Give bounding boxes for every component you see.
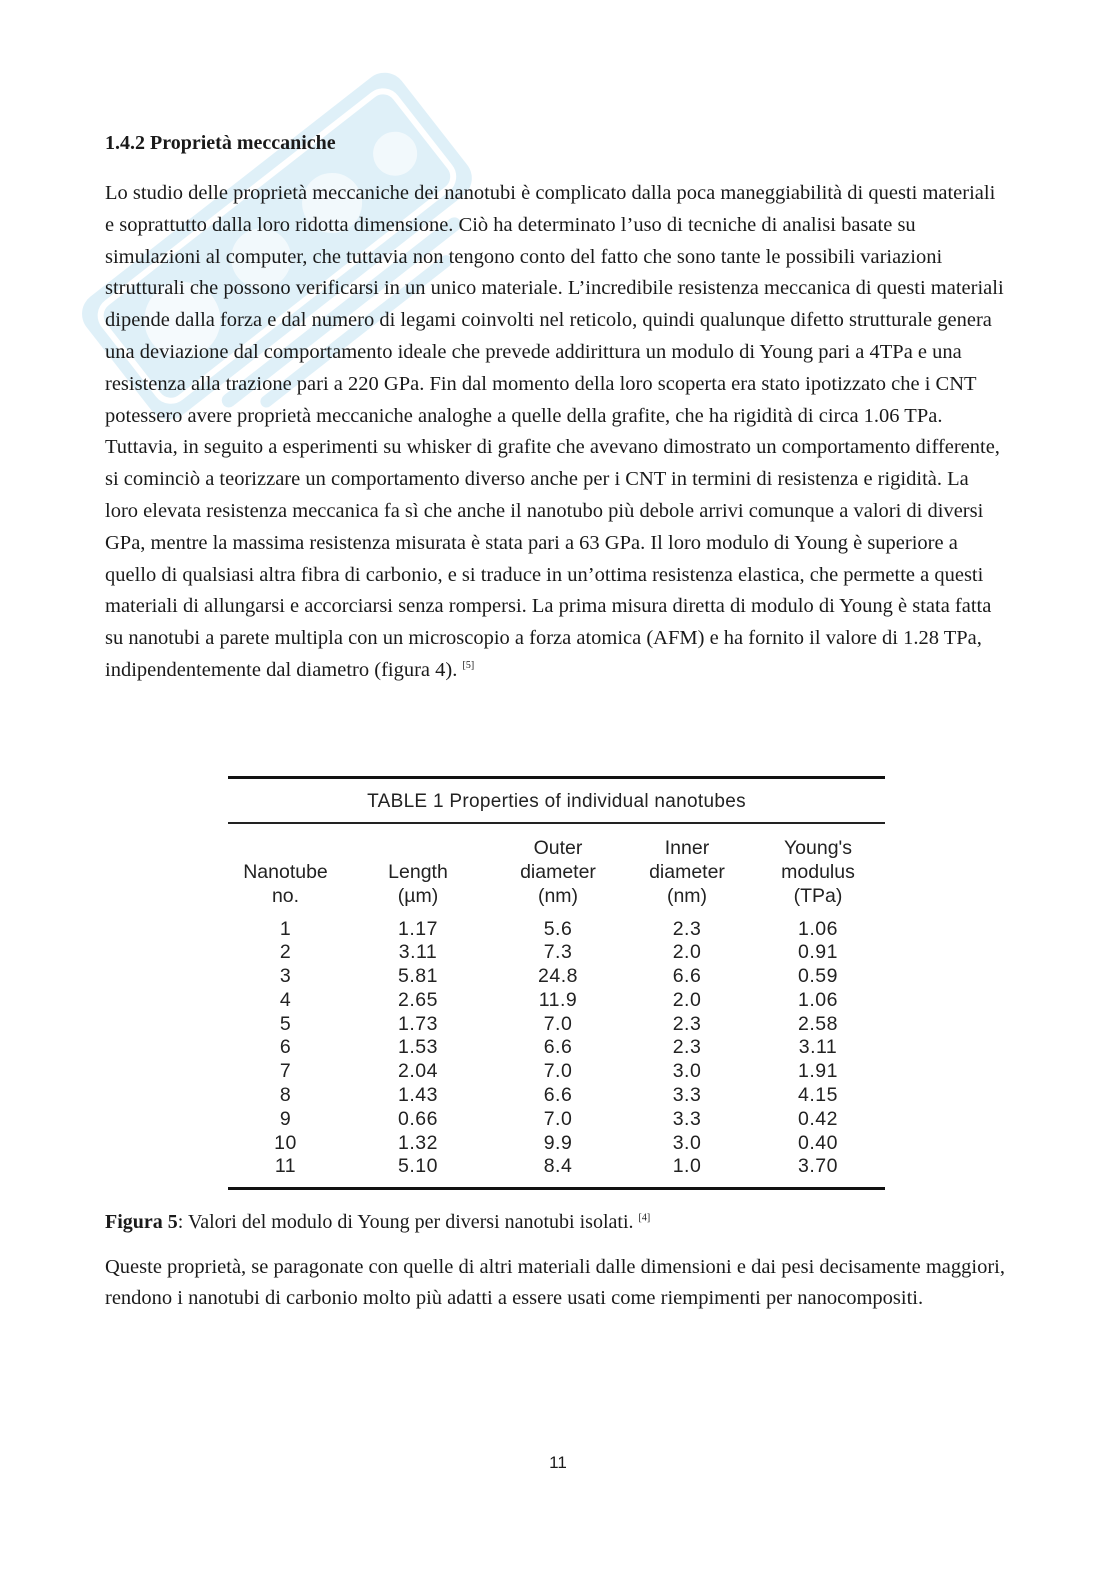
table-row: 4 2.65 11.9 2.0 1.06 bbox=[279, 988, 838, 1011]
page-number: 11 bbox=[549, 1453, 567, 1472]
figure-label: Figura 5 bbox=[105, 1211, 178, 1233]
table-row: 2 3.11 7.3 2.0 0.91 bbox=[279, 941, 838, 964]
table-row: 1 1.17 5.6 2.3 1.06 bbox=[279, 917, 838, 940]
header-nanotube-no: Nanotube no. bbox=[243, 860, 328, 907]
reference-4: [4] bbox=[638, 1212, 651, 1224]
table-bottom-rule bbox=[228, 1187, 885, 1190]
table-row: 8 1.43 6.6 3.3 4.15 bbox=[279, 1084, 838, 1107]
reference-5: [5] bbox=[462, 660, 475, 672]
table-header-rule bbox=[228, 822, 885, 824]
table-row: 11 5.10 8.4 1.0 3.70 bbox=[274, 1155, 838, 1178]
table-row: 9 0.66 7.0 3.3 0.42 bbox=[279, 1107, 838, 1130]
paragraph-mechanical-properties bbox=[105, 178, 1005, 687]
header-youngs-modulus: Young's modulus (TPa) bbox=[781, 836, 855, 907]
figure-caption-text: : Valori del modulo di Young per diversi nanotubi isolati. bbox=[177, 1211, 634, 1233]
figure-caption bbox=[105, 1208, 1005, 1236]
header-outer-diameter: Outer diameter (nm) bbox=[520, 836, 596, 907]
table-caption: TABLE 1 Properties of individual nanotubes bbox=[367, 791, 746, 812]
section-title: 1.4.2 Proprietà meccaniche bbox=[105, 132, 336, 154]
header-length: Length (µm) bbox=[388, 860, 448, 907]
table-row: 7 2.04 7.0 3.0 1.91 bbox=[279, 1060, 838, 1083]
paragraph-text: Lo studio delle proprietà meccaniche dei nanotubi è complicato dalla poca maneggiabilità di questi materiali e soprattutto dalla loro ridotta dimensione. Ciò ha determinato l’uso di tecniche di analisi basate su simulazioni al computer, che tuttavia non tengono conto del fatto che sono tante le possibili variazioni strutturali che possono verificarsi in un unico materiale. L’incredibile resistenza meccanica di questi materiali dipende dalla forza e dal numero di legami coinvolti nel reticolo, quindi qualunque difetto strutturale genera una deviazione dal comportamento ideale che prevede addirittura un modulo di Young pari a 4TPa e una resistenza alla trazione pari a 220 GPa. Fin dal momento della loro scoperta era stato ipotizzato che i CNT potessero avere proprietà meccaniche analoghe a quelle della grafite, che ha rigidità di circa 1.06 TPa. Tuttavia, in seguito a esperimenti su whisker di grafite che avevano dimostrato un comportamento differente, si cominciò a teorizzare un comportamento diverso anche per i CNT in termini di resistenza e rigidità. La loro elevata resistenza meccanica fa sì che anche il nanotubo più debole arrivi comunque a valori di diversi GPa, mentre la massima resistenza misurata è stata pari a 63 GPa. Il loro modulo di Young è superiore a quello di qualsiasi altra fibra di carbonio, e si traduce in un’ottima resistenza elastica, che permette a questi materiali di allungarsi e accorciarsi senza rompersi. La prima misura diretta di modulo di Young è stata fatta su nanotubi a parete multipla con un microscopio a forza atomica (AFM) e ha fornito il valore di 1.28 TPa, indipendentemente dal diametro (figura 4). bbox=[105, 182, 1004, 681]
header-inner-diameter: Inner diameter (nm) bbox=[649, 836, 725, 907]
closing-paragraph: Queste proprietà, se paragonate con quelle di altri materiali dalle dimensioni e dai pesi decisamente maggiori, rendono i nanotubi di carbonio molto più adatti a essere usati come riempimenti per nanocompositi. bbox=[105, 1256, 1005, 1309]
table-row: 5 1.73 7.0 2.3 2.58 bbox=[279, 1012, 838, 1035]
table-row: 10 1.32 9.9 3.0 0.40 bbox=[274, 1131, 838, 1154]
table-data bbox=[228, 836, 885, 1180]
table-row: 3 5.81 24.8 6.6 0.59 bbox=[279, 965, 838, 988]
table-row: 6 1.53 6.6 2.3 3.11 bbox=[279, 1036, 838, 1059]
closing-paragraph-block bbox=[105, 1252, 1005, 1313]
page-content bbox=[105, 130, 1005, 687]
table-header-row bbox=[228, 836, 885, 918]
nanotube-properties-table bbox=[228, 776, 885, 1190]
